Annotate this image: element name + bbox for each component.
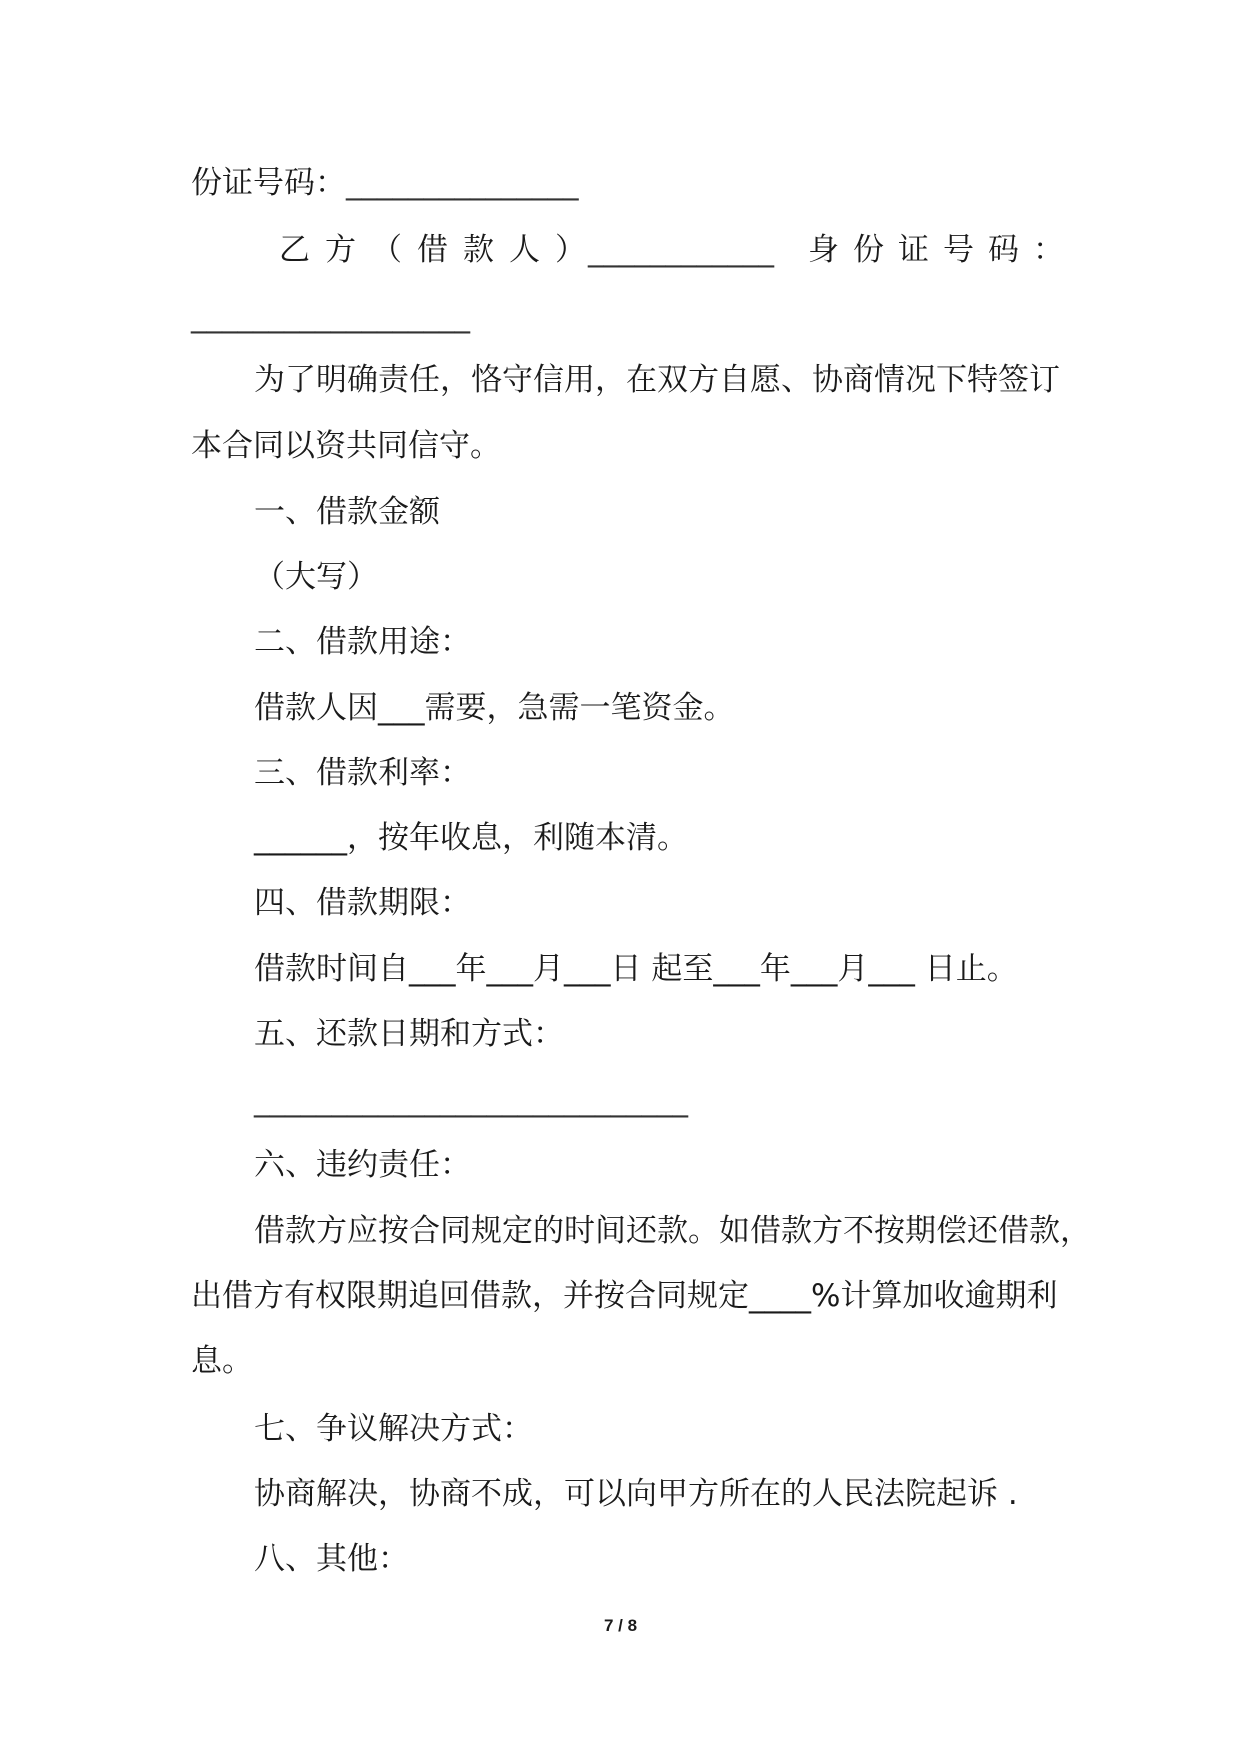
party-b-id-label: 身份证号码：	[808, 232, 1078, 268]
page-number: 7 / 8	[603, 1616, 638, 1635]
party-b-label: 乙方（借款人）	[279, 232, 601, 268]
party-b-name-blank: ____________	[588, 232, 774, 268]
section-heading-term: 四、借款期限：	[254, 885, 471, 921]
section-body-line: 出借方有权限期追回借款，并按合同规定____%计算加收逾期利	[191, 1278, 1058, 1314]
preamble-line: 本合同以资共同信守。	[191, 428, 501, 464]
section-body-line: 协商解决，协商不成，可以向甲方所在的人民法院起诉 .	[254, 1476, 1018, 1512]
repayment-blank-line: ____________________________	[254, 1082, 688, 1118]
section-heading-other: 八、其他：	[254, 1541, 409, 1577]
section-heading-repayment: 五、还款日期和方式：	[254, 1016, 564, 1052]
section-heading-purpose: 二、借款用途：	[254, 624, 471, 660]
section-heading-amount: 一、借款金额	[254, 494, 440, 530]
section-body-line: 借款人因___需要，急需一笔资金。	[254, 690, 735, 726]
section-body-line: 息。	[191, 1343, 253, 1379]
section-body-line: 借款方应按合同规定的时间还款。如借款方不按期偿还借款，	[254, 1213, 1091, 1249]
section-body-line: 借款时间自___年___月___日 起至___年___月___ 日止。	[254, 951, 1018, 987]
section-heading-interest-rate: 三、借款利率：	[254, 755, 471, 791]
section-body-line: ______，按年收息，利随本清。	[254, 820, 688, 856]
id-number-line	[191, 167, 579, 199]
party-b-id-blank: __________________	[191, 298, 470, 334]
section-heading-liability: 六、违约责任：	[254, 1147, 471, 1183]
section-body-line: （大写）	[254, 559, 378, 595]
section-heading-dispute: 七、争议解决方式：	[254, 1411, 533, 1447]
id-number-label: 份证号码：	[191, 165, 346, 201]
preamble-line: 为了明确责任，恪守信用，在双方自愿、协商情况下特签订	[254, 362, 1060, 398]
id-number-blank: _______________	[346, 165, 579, 201]
